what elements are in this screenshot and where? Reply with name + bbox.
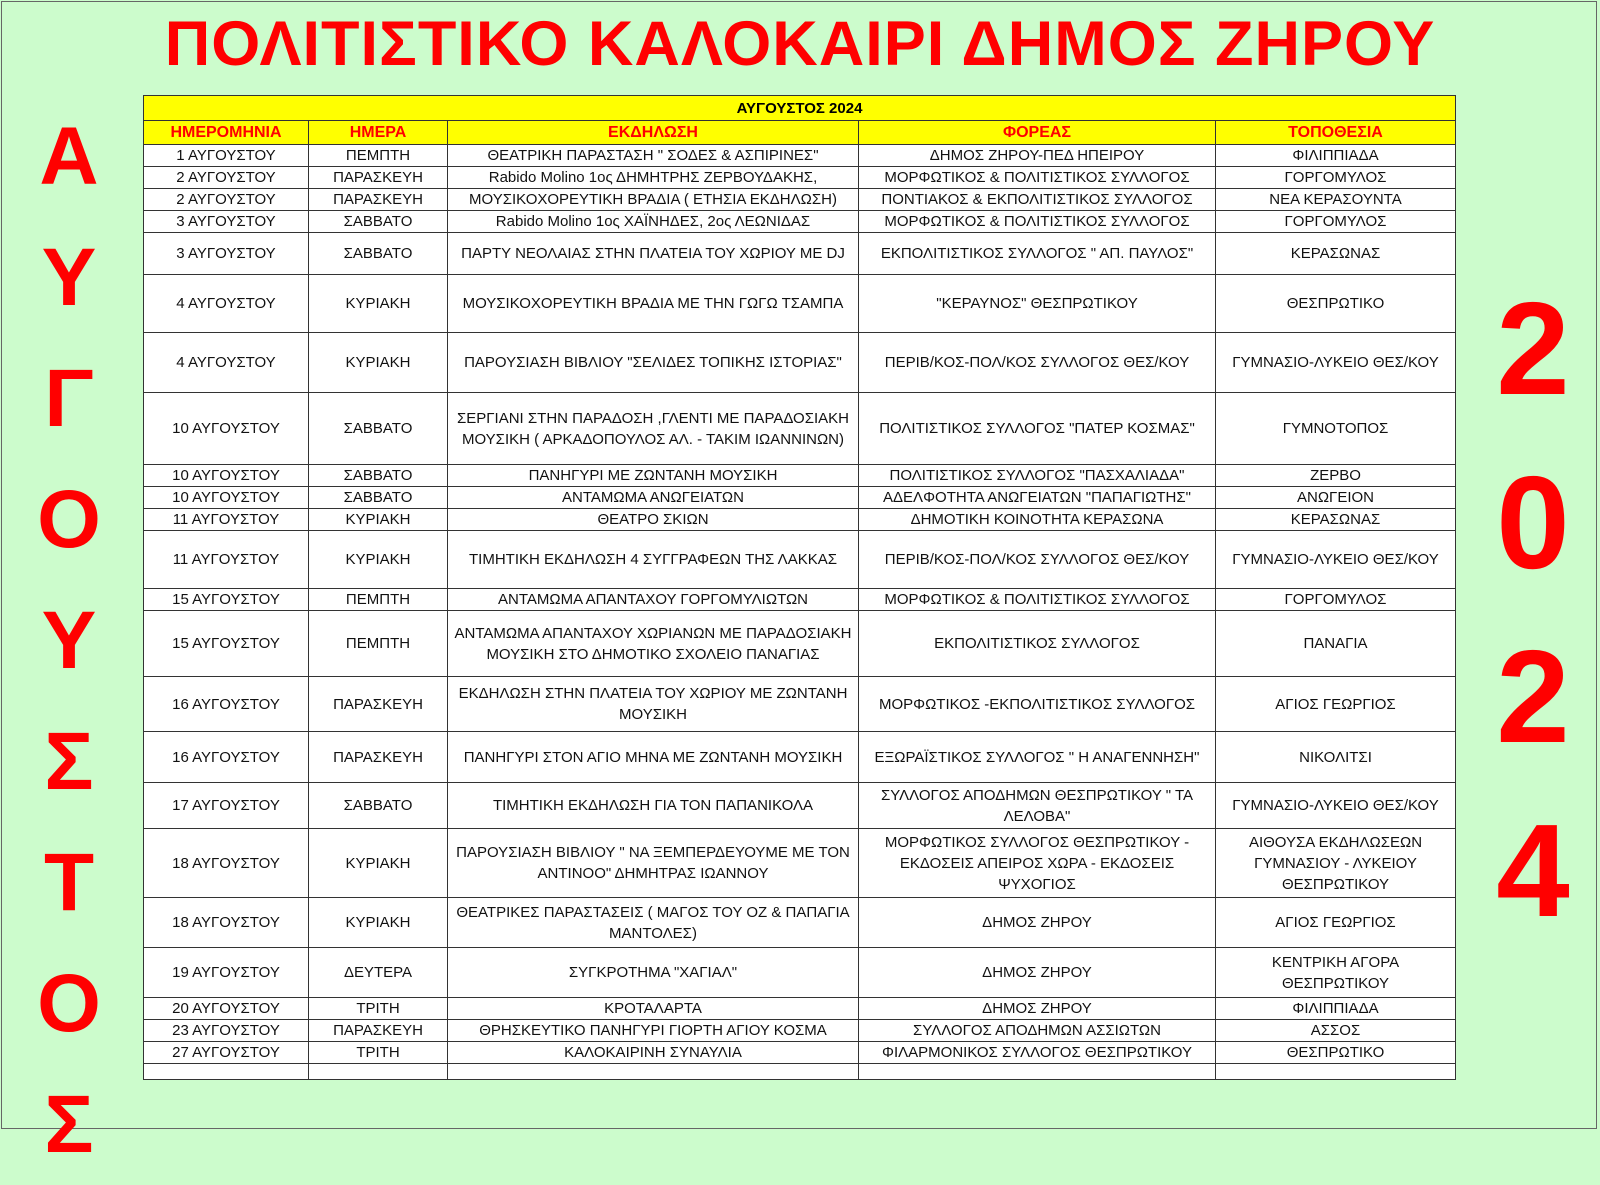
event-organizer: "ΚΕΡΑΥΝΟΣ" ΘΕΣΠΡΩΤΙΚΟΥ [859, 275, 1216, 333]
col-header-date: ΗΜΕΡΟΜΗΝΙΑ [144, 121, 309, 145]
event-location: ΓΟΡΓΟΜΥΛΟΣ [1216, 167, 1456, 189]
month-letter: Σ [44, 716, 94, 807]
event-date: 4 ΑΥΓΟΥΣΤΟΥ [144, 275, 309, 333]
event-title: ΚΑΛΟΚΑΙΡΙΝΗ ΣΥΝΑΥΛΙΑ [448, 1042, 859, 1064]
event-organizer: ΜΟΡΦΩΤΙΚΟΣ -ΕΚΠΟΛΙΤΙΣΤΙΚΟΣ ΣΥΛΛΟΓΟΣ [859, 677, 1216, 732]
event-date: 19 ΑΥΓΟΥΣΤΟΥ [144, 948, 309, 998]
event-title: Rabido Molino 1ος ΧΑΪΝΗΔΕΣ, 2ος ΛΕΩΝΙΔΑΣ [448, 211, 859, 233]
event-title: ΣΕΡΓΙΑΝΙ ΣΤΗΝ ΠΑΡΑΔΟΣΗ ,ΓΛΕΝΤΙ ΜΕ ΠΑΡΑΔΟΣΙΑΚΗ ΜΟΥΣΙΚΗ ( ΑΡΚΑΔΟΠΟΥΛΟΣ ΑΛ. - ΤΑΚΙΜ ΙΩΑΝΝΙΝΩΝ) [448, 393, 859, 465]
event-title: ΜΟΥΣΙΚΟΧΟΡΕΥΤΙΚΗ ΒΡΑΔΙΑ ( ΕΤΗΣΙΑ ΕΚΔΗΛΩΣΗ) [448, 189, 859, 211]
table-row [144, 487, 1456, 509]
event-title: ΠΑΡΟΥΣΙΑΣΗ ΒΙΒΛΙΟΥ " ΝΑ ΞΕΜΠΕΡΔΕΥΟΥΜΕ ΜΕ ΤΟΝ ΑΝΤΙΝΟΟ" ΔΗΜΗΤΡΑΣ ΙΩΑΝΝΟΥ [448, 829, 859, 898]
event-location: ΝΙΚΟΛΙΤΣΙ [1216, 732, 1456, 783]
year-digit: 4 [1496, 797, 1570, 944]
table-row [144, 948, 1456, 998]
event-day: ΠΑΡΑΣΚΕΥΗ [309, 189, 448, 211]
event-location: ΖΕΡΒΟ [1216, 465, 1456, 487]
event-organizer [859, 1064, 1216, 1080]
side-year-vertical [1478, 262, 1588, 958]
event-organizer: ΕΚΠΟΛΙΤΙΣΤΙΚΟΣ ΣΥΛΛΟΓΟΣ [859, 611, 1216, 677]
col-header-day: ΗΜΕΡΑ [309, 121, 448, 145]
month-letter: Γ [44, 353, 94, 444]
event-title: Rabido Molino 1ος ΔΗΜΗΤΡΗΣ ΖΕΡΒΟΥΔΑΚΗΣ, [448, 167, 859, 189]
event-title: ΘΕΑΤΡΙΚΕΣ ΠΑΡΑΣΤΑΣΕΙΣ ( ΜΑΓΟΣ ΤΟΥ ΟΖ & ΠΑΠΑΓΙΑ ΜΑΝΤΟΛΕΣ) [448, 898, 859, 948]
table-row [144, 589, 1456, 611]
event-title: ΣΥΓΚΡΟΤΗΜΑ "ΧΑΓΙΑΛ" [448, 948, 859, 998]
event-organizer: ΔΗΜΟΤΙΚΗ ΚΟΙΝΟΤΗΤΑ ΚΕΡΑΣΩΝΑ [859, 509, 1216, 531]
event-location: ΦΙΛΙΠΠΙΑΔΑ [1216, 145, 1456, 167]
event-date: 10 ΑΥΓΟΥΣΤΟΥ [144, 393, 309, 465]
table-row [144, 783, 1456, 829]
event-date: 1 ΑΥΓΟΥΣΤΟΥ [144, 145, 309, 167]
table-row [144, 829, 1456, 898]
event-day: ΚΥΡΙΑΚΗ [309, 275, 448, 333]
event-day: ΠΕΜΠΤΗ [309, 589, 448, 611]
table-row [144, 1064, 1456, 1080]
event-organizer: ΣΥΛΛΟΓΟΣ ΑΠΟΔΗΜΩΝ ΘΕΣΠΡΩΤΙΚΟΥ " ΤΑ ΛΕΛΟΒΑ" [859, 783, 1216, 829]
event-location: ΚΕΝΤΡΙΚΗ ΑΓΟΡΑ ΘΕΣΠΡΩΤΙΚΟΥ [1216, 948, 1456, 998]
event-location: ΘΕΣΠΡΩΤΙΚΟ [1216, 275, 1456, 333]
event-location: ΓΟΡΓΟΜΥΛΟΣ [1216, 211, 1456, 233]
event-organizer: ΕΚΠΟΛΙΤΙΣΤΙΚΟΣ ΣΥΛΛΟΓΟΣ " ΑΠ. ΠΑΥΛΟΣ" [859, 233, 1216, 275]
event-date: 2 ΑΥΓΟΥΣΤΟΥ [144, 167, 309, 189]
event-day: ΣΑΒΒΑΤΟ [309, 211, 448, 233]
event-day: ΚΥΡΙΑΚΗ [309, 531, 448, 589]
event-location: ΑΓΙΟΣ ΓΕΩΡΓΙΟΣ [1216, 677, 1456, 732]
event-date: 16 ΑΥΓΟΥΣΤΟΥ [144, 732, 309, 783]
event-title: ΠΑΝΗΓΥΡΙ ΜΕ ΖΩΝΤΑΝΗ ΜΟΥΣΙΚΗ [448, 465, 859, 487]
event-day: ΚΥΡΙΑΚΗ [309, 333, 448, 393]
table-row [144, 333, 1456, 393]
event-location: ΓΥΜΝΑΣΙΟ-ΛΥΚΕΙΟ ΘΕΣ/ΚΟΥ [1216, 333, 1456, 393]
event-day: ΠΑΡΑΣΚΕΥΗ [309, 677, 448, 732]
event-day: ΠΑΡΑΣΚΕΥΗ [309, 167, 448, 189]
col-header-event: ΕΚΔΗΛΩΣΗ [448, 121, 859, 145]
table-row [144, 275, 1456, 333]
event-title [448, 1064, 859, 1080]
table-row [144, 531, 1456, 589]
event-day: ΔΕΥΤΕΡΑ [309, 948, 448, 998]
event-organizer: ΕΞΩΡΑΪΣΤΙΚΟΣ ΣΥΛΛΟΓΟΣ " Η ΑΝΑΓΕΝΝΗΣΗ" [859, 732, 1216, 783]
table-row [144, 1042, 1456, 1064]
event-location: ΘΕΣΠΡΩΤΙΚΟ [1216, 1042, 1456, 1064]
table-row [144, 233, 1456, 275]
event-date: 3 ΑΥΓΟΥΣΤΟΥ [144, 211, 309, 233]
event-organizer: ΠΟΛΙΤΙΣΤΙΚΟΣ ΣΥΛΛΟΓΟΣ "ΠΑΤΕΡ ΚΟΣΜΑΣ" [859, 393, 1216, 465]
event-title: ΜΟΥΣΙΚΟΧΟΡΕΥΤΙΚΗ ΒΡΑΔΙΑ ΜΕ ΤΗΝ ΓΩΓΩ ΤΣΑΜΠΑ [448, 275, 859, 333]
event-title: ΑΝΤΑΜΩΜΑ ΑΠΑΝΤΑΧΟΥ ΓΟΡΓΟΜΥΛΙΩΤΩΝ [448, 589, 859, 611]
event-day: ΠΕΜΠΤΗ [309, 611, 448, 677]
event-organizer: ΜΟΡΦΩΤΙΚΟΣ & ΠΟΛΙΤΙΣΤΙΚΟΣ ΣΥΛΛΟΓΟΣ [859, 167, 1216, 189]
event-location: ΓΥΜΝΟΤΟΠΟΣ [1216, 393, 1456, 465]
event-date: 2 ΑΥΓΟΥΣΤΟΥ [144, 189, 309, 211]
event-day: ΤΡΙΤΗ [309, 1042, 448, 1064]
column-header-row [144, 121, 1456, 145]
table-row [144, 509, 1456, 531]
table-row [144, 465, 1456, 487]
event-day: ΠΑΡΑΣΚΕΥΗ [309, 1020, 448, 1042]
table-row [144, 677, 1456, 732]
event-location: ΚΕΡΑΣΩΝΑΣ [1216, 509, 1456, 531]
event-date: 10 ΑΥΓΟΥΣΤΟΥ [144, 487, 309, 509]
event-day: ΠΕΜΠΤΗ [309, 145, 448, 167]
event-day: ΚΥΡΙΑΚΗ [309, 898, 448, 948]
event-location: ΓΟΡΓΟΜΥΛΟΣ [1216, 589, 1456, 611]
side-month-vertical [30, 96, 108, 1185]
event-title: ΤΙΜΗΤΙΚΗ ΕΚΔΗΛΩΣΗ ΓΙΑ ΤΟΝ ΠΑΠΑΝΙΚΟΛΑ [448, 783, 859, 829]
table-row [144, 611, 1456, 677]
event-location: ΦΙΛΙΠΠΙΑΔΑ [1216, 998, 1456, 1020]
event-title: ΕΚΔΗΛΩΣΗ ΣΤΗΝ ΠΛΑΤΕΙΑ ΤΟΥ ΧΩΡΙΟΥ ΜΕ ΖΩΝΤΑΝΗ ΜΟΥΣΙΚΗ [448, 677, 859, 732]
event-organizer: ΔΗΜΟΣ ΖΗΡΟΥ [859, 948, 1216, 998]
year-digit: 0 [1496, 449, 1570, 596]
event-title: ΠΑΡΟΥΣΙΑΣΗ ΒΙΒΛΙΟΥ "ΣΕΛΙΔΕΣ ΤΟΠΙΚΗΣ ΙΣΤΟΡΙΑΣ" [448, 333, 859, 393]
event-day: ΣΑΒΒΑΤΟ [309, 465, 448, 487]
event-location: ΚΕΡΑΣΩΝΑΣ [1216, 233, 1456, 275]
month-letter: Ο [37, 958, 101, 1049]
month-header-row [144, 96, 1456, 121]
event-date: 16 ΑΥΓΟΥΣΤΟΥ [144, 677, 309, 732]
event-organizer: ΠΕΡΙΒ/ΚΟΣ-ΠΟΛ/ΚΟΣ ΣΥΛΛΟΓΟΣ ΘΕΣ/ΚΟΥ [859, 333, 1216, 393]
event-title: ΠΑΡΤΥ ΝΕΟΛΑΙΑΣ ΣΤΗΝ ΠΛΑΤΕΙΑ ΤΟΥ ΧΩΡΙΟΥ ΜΕ DJ [448, 233, 859, 275]
month-letter: Τ [43, 837, 95, 928]
event-location [1216, 1064, 1456, 1080]
table-row [144, 393, 1456, 465]
event-date: 15 ΑΥΓΟΥΣΤΟΥ [144, 611, 309, 677]
month-header: ΑΥΓΟΥΣΤΟΣ 2024 [144, 96, 1456, 121]
table-row [144, 167, 1456, 189]
event-title: ΑΝΤΑΜΩΜΑ ΑΠΑΝΤΑΧΟΥ ΧΩΡΙΑΝΩΝ ΜΕ ΠΑΡΑΔΟΣΙΑΚΗ ΜΟΥΣΙΚΗ ΣΤΟ ΔΗΜΟΤΙΚΟ ΣΧΟΛΕΙΟ ΠΑΝΑΓΙΑΣ [448, 611, 859, 677]
event-title: ΤΙΜΗΤΙΚΗ ΕΚΔΗΛΩΣΗ 4 ΣΥΓΓΡΑΦΕΩΝ ΤΗΣ ΛΑΚΚΑΣ [448, 531, 859, 589]
event-date: 11 ΑΥΓΟΥΣΤΟΥ [144, 509, 309, 531]
event-organizer: ΣΥΛΛΟΓΟΣ ΑΠΟΔΗΜΩΝ ΑΣΣΙΩΤΩΝ [859, 1020, 1216, 1042]
event-day: ΣΑΒΒΑΤΟ [309, 487, 448, 509]
event-title: ΠΑΝΗΓΥΡΙ ΣΤΟΝ ΑΓΙΟ ΜΗΝΑ ΜΕ ΖΩΝΤΑΝΗ ΜΟΥΣΙΚΗ [448, 732, 859, 783]
event-day: ΤΡΙΤΗ [309, 998, 448, 1020]
event-day: ΚΥΡΙΑΚΗ [309, 509, 448, 531]
event-day: ΣΑΒΒΑΤΟ [309, 783, 448, 829]
event-organizer: ΠΟΛΙΤΙΣΤΙΚΟΣ ΣΥΛΛΟΓΟΣ "ΠΑΣΧΑΛΙΑΔΑ" [859, 465, 1216, 487]
col-header-organizer: ΦΟΡΕΑΣ [859, 121, 1216, 145]
event-date: 10 ΑΥΓΟΥΣΤΟΥ [144, 465, 309, 487]
event-organizer: ΔΗΜΟΣ ΖΗΡΟΥ [859, 898, 1216, 948]
event-title: ΘΕΑΤΡΟ ΣΚΙΩΝ [448, 509, 859, 531]
col-header-location: ΤΟΠΟΘΕΣΙΑ [1216, 121, 1456, 145]
event-date: 23 ΑΥΓΟΥΣΤΟΥ [144, 1020, 309, 1042]
table-row [144, 998, 1456, 1020]
event-location: ΓΥΜΝΑΣΙΟ-ΛΥΚΕΙΟ ΘΕΣ/ΚΟΥ [1216, 783, 1456, 829]
event-organizer: ΜΟΡΦΩΤΙΚΟΣ & ΠΟΛΙΤΙΣΤΙΚΟΣ ΣΥΛΛΟΓΟΣ [859, 589, 1216, 611]
event-organizer: ΔΗΜΟΣ ΖΗΡΟΥ-ΠΕΔ ΗΠΕΙΡΟΥ [859, 145, 1216, 167]
event-date: 3 ΑΥΓΟΥΣΤΟΥ [144, 233, 309, 275]
event-location: ΠΑΝΑΓΙΑ [1216, 611, 1456, 677]
event-date [144, 1064, 309, 1080]
table-row [144, 732, 1456, 783]
event-organizer: ΜΟΡΦΩΤΙΚΟΣ & ΠΟΛΙΤΙΣΤΙΚΟΣ ΣΥΛΛΟΓΟΣ [859, 211, 1216, 233]
month-letter: Σ [44, 1079, 94, 1170]
year-digit: 2 [1496, 275, 1570, 422]
table-row [144, 211, 1456, 233]
event-date: 11 ΑΥΓΟΥΣΤΟΥ [144, 531, 309, 589]
month-letter: Α [39, 111, 99, 202]
event-date: 20 ΑΥΓΟΥΣΤΟΥ [144, 998, 309, 1020]
event-location: ΑΓΙΟΣ ΓΕΩΡΓΙΟΣ [1216, 898, 1456, 948]
event-date: 18 ΑΥΓΟΥΣΤΟΥ [144, 898, 309, 948]
month-letter: Υ [41, 595, 97, 686]
event-day: ΚΥΡΙΑΚΗ [309, 829, 448, 898]
table-row [144, 145, 1456, 167]
event-title: ΚΡΟΤΑΛΑΡΤΑ [448, 998, 859, 1020]
event-location: ΑΣΣΟΣ [1216, 1020, 1456, 1042]
event-organizer: ΔΗΜΟΣ ΖΗΡΟΥ [859, 998, 1216, 1020]
event-organizer: ΑΔΕΛΦΟΤΗΤΑ ΑΝΩΓΕΙΑΤΩΝ "ΠΑΠΑΓΙΩΤΗΣ" [859, 487, 1216, 509]
event-title: ΘΡΗΣΚΕΥΤΙΚΟ ΠΑΝΗΓΥΡΙ ΓΙΟΡΤΗ ΑΓΙΟΥ ΚΟΣΜΑ [448, 1020, 859, 1042]
event-location: ΑΙΘΟΥΣΑ ΕΚΔΗΛΩΣΕΩΝ ΓΥΜΝΑΣΙΟΥ - ΛΥΚΕΙΟΥ ΘΕΣΠΡΩΤΙΚΟΥ [1216, 829, 1456, 898]
table-row [144, 898, 1456, 948]
event-day [309, 1064, 448, 1080]
event-day: ΣΑΒΒΑΤΟ [309, 233, 448, 275]
event-organizer: ΜΟΡΦΩΤΙΚΟΣ ΣΥΛΛΟΓΟΣ ΘΕΣΠΡΩΤΙΚΟΥ - ΕΚΔΟΣΕΙΣ ΑΠΕΙΡΟΣ ΧΩΡΑ - ΕΚΔΟΣΕΙΣ ΨΥΧΟΓΙΟΣ [859, 829, 1216, 898]
event-title: ΘΕΑΤΡΙΚΗ ΠΑΡΑΣΤΑΣΗ " ΣΟΔΕΣ & ΑΣΠΙΡΙΝΕΣ" [448, 145, 859, 167]
event-location: ΑΝΩΓΕΙΟΝ [1216, 487, 1456, 509]
event-date: 4 ΑΥΓΟΥΣΤΟΥ [144, 333, 309, 393]
event-date: 27 ΑΥΓΟΥΣΤΟΥ [144, 1042, 309, 1064]
page-title: ΠΟΛΙΤΙΣΤΙΚΟ ΚΑΛΟΚΑΙΡΙ ΔΗΜΟΣ ΖΗΡΟΥ [164, 9, 1436, 79]
month-letter: Ο [37, 474, 101, 565]
event-location: ΓΥΜΝΑΣΙΟ-ΛΥΚΕΙΟ ΘΕΣ/ΚΟΥ [1216, 531, 1456, 589]
event-organizer: ΠΕΡΙΒ/ΚΟΣ-ΠΟΛ/ΚΟΣ ΣΥΛΛΟΓΟΣ ΘΕΣ/ΚΟΥ [859, 531, 1216, 589]
event-date: 18 ΑΥΓΟΥΣΤΟΥ [144, 829, 309, 898]
event-title: ΑΝΤΑΜΩΜΑ ΑΝΩΓΕΙΑΤΩΝ [448, 487, 859, 509]
table-row [144, 189, 1456, 211]
event-organizer: ΦΙΛΑΡΜΟΝΙΚΟΣ ΣΥΛΛΟΓΟΣ ΘΕΣΠΡΩΤΙΚΟΥ [859, 1042, 1216, 1064]
event-day: ΣΑΒΒΑΤΟ [309, 393, 448, 465]
event-day: ΠΑΡΑΣΚΕΥΗ [309, 732, 448, 783]
event-date: 17 ΑΥΓΟΥΣΤΟΥ [144, 783, 309, 829]
event-date: 15 ΑΥΓΟΥΣΤΟΥ [144, 589, 309, 611]
event-organizer: ΠΟΝΤΙΑΚΟΣ & ΕΚΠΟΛΙΤΙΣΤΙΚΟΣ ΣΥΛΛΟΓΟΣ [859, 189, 1216, 211]
year-digit: 2 [1496, 623, 1570, 770]
events-table [143, 95, 1456, 1080]
month-letter: Υ [41, 232, 97, 323]
table-row [144, 1020, 1456, 1042]
event-location: ΝΕΑ ΚΕΡΑΣΟΥΝΤΑ [1216, 189, 1456, 211]
